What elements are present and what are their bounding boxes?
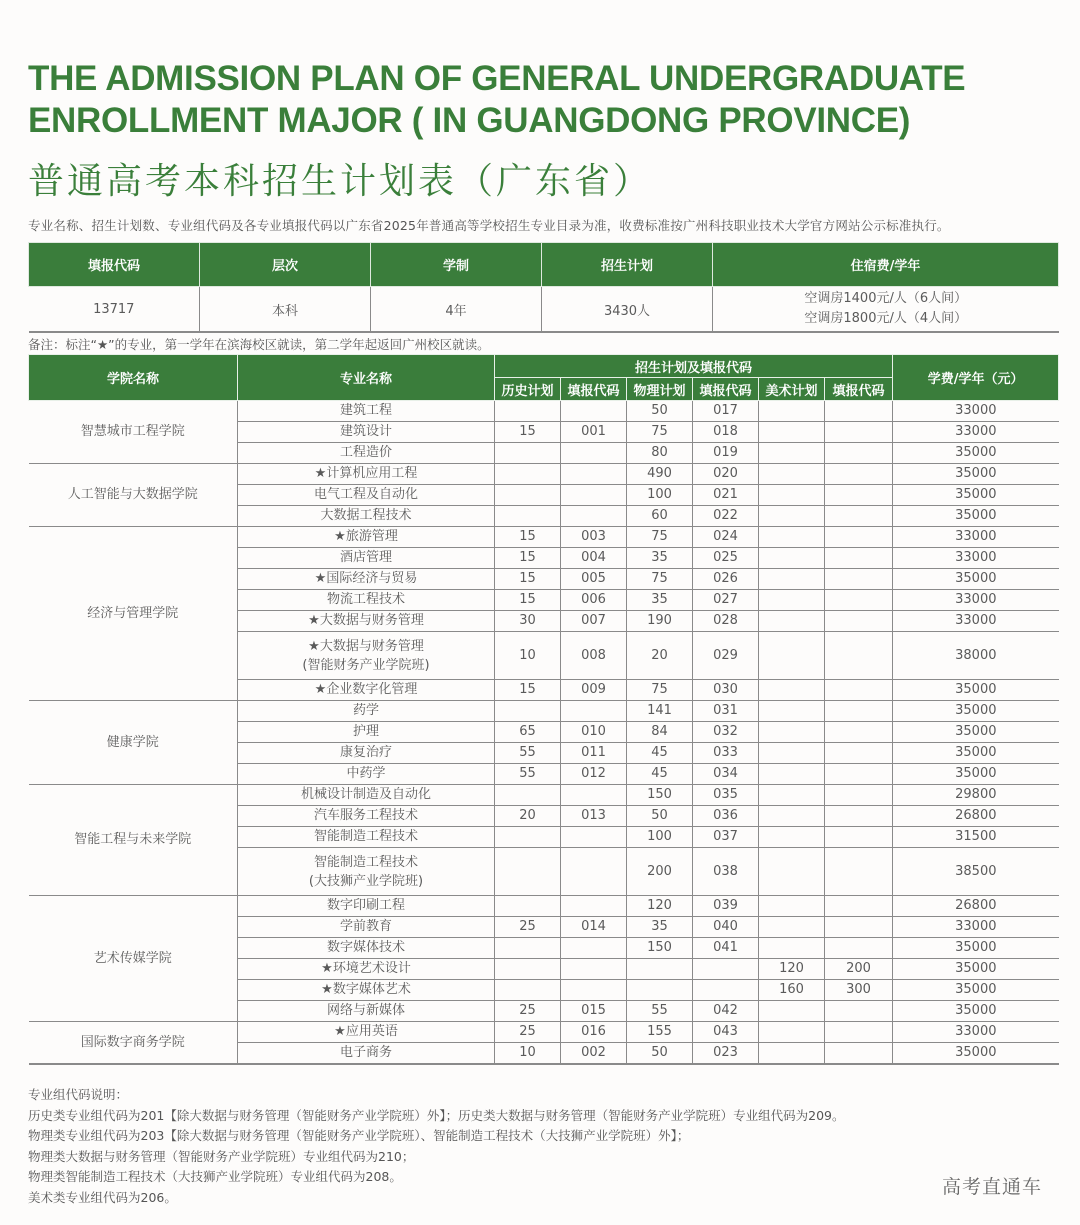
- physics-plan: 50: [627, 1043, 693, 1065]
- art-plan: 160: [759, 980, 825, 1001]
- physics-code: 022: [693, 506, 759, 527]
- table-row: [29, 701, 1059, 722]
- tuition-fee: 35000: [893, 959, 1059, 980]
- art-code: [825, 722, 893, 743]
- summary-code: 13717: [29, 287, 200, 333]
- history-code: [561, 701, 627, 722]
- art-code: [825, 938, 893, 959]
- physics-code: 020: [693, 464, 759, 485]
- tuition-fee: 26800: [893, 896, 1059, 917]
- history-code: 009: [561, 680, 627, 701]
- physics-code: 031: [693, 701, 759, 722]
- physics-plan: 120: [627, 896, 693, 917]
- art-plan: [759, 548, 825, 569]
- history-plan: 15: [495, 680, 561, 701]
- physics-code: 037: [693, 827, 759, 848]
- physics-plan: 75: [627, 569, 693, 590]
- header-art-code: 填报代码: [825, 378, 893, 401]
- summary-header-dorm: 住宿费/学年: [713, 243, 1059, 287]
- history-code: 005: [561, 569, 627, 590]
- art-plan: [759, 1022, 825, 1043]
- art-code: 300: [825, 980, 893, 1001]
- history-code: [561, 980, 627, 1001]
- art-plan: [759, 743, 825, 764]
- dorm-fee-6: 空调房1400元/人（6人间）: [804, 291, 968, 306]
- physics-code: 027: [693, 590, 759, 611]
- art-code: [825, 1043, 893, 1065]
- physics-code: 028: [693, 611, 759, 632]
- history-code: [561, 959, 627, 980]
- major-name-line-1: 智能制造工程技术: [313, 854, 418, 870]
- physics-plan: 75: [627, 422, 693, 443]
- art-code: [825, 764, 893, 785]
- tuition-fee: 35000: [893, 443, 1059, 464]
- major-name: ★旅游管理: [238, 527, 495, 548]
- art-code: [825, 806, 893, 827]
- major-name: ★大数据与财务管理: [238, 611, 495, 632]
- major-name: 建筑工程: [238, 401, 495, 422]
- history-plan: [495, 827, 561, 848]
- major-name: ★计算机应用工程: [238, 464, 495, 485]
- header-college: 学院名称: [29, 355, 238, 401]
- art-plan: [759, 1043, 825, 1065]
- summary-duration: 4年: [371, 287, 542, 333]
- history-code: [561, 443, 627, 464]
- art-plan: [759, 848, 825, 896]
- history-code: 004: [561, 548, 627, 569]
- major-name: 数字印刷工程: [238, 896, 495, 917]
- physics-plan: 35: [627, 548, 693, 569]
- history-plan: 15: [495, 527, 561, 548]
- physics-plan: 35: [627, 917, 693, 938]
- history-code: 001: [561, 422, 627, 443]
- major-name: 建筑设计: [238, 422, 495, 443]
- art-plan: [759, 569, 825, 590]
- physics-plan: 45: [627, 743, 693, 764]
- history-code: [561, 485, 627, 506]
- art-code: 200: [825, 959, 893, 980]
- tuition-fee: 38000: [893, 632, 1059, 680]
- art-plan: [759, 506, 825, 527]
- art-plan: [759, 443, 825, 464]
- physics-plan: 100: [627, 485, 693, 506]
- art-code: [825, 569, 893, 590]
- art-plan: [759, 896, 825, 917]
- major-name: 电气工程及自动化: [238, 485, 495, 506]
- history-plan: [495, 701, 561, 722]
- tuition-fee: 33000: [893, 611, 1059, 632]
- major-name: 机械设计制造及自动化: [238, 785, 495, 806]
- physics-plan: 50: [627, 806, 693, 827]
- history-code: [561, 896, 627, 917]
- table-row: [29, 527, 1059, 548]
- art-plan: [759, 422, 825, 443]
- tuition-fee: 35000: [893, 764, 1059, 785]
- college-name: 国际数字商务学院: [29, 1022, 238, 1065]
- history-plan: [495, 959, 561, 980]
- tuition-fee: 35000: [893, 701, 1059, 722]
- art-code: [825, 848, 893, 896]
- art-code: [825, 590, 893, 611]
- history-code: [561, 938, 627, 959]
- physics-plan: 20: [627, 632, 693, 680]
- physics-plan: 35: [627, 590, 693, 611]
- physics-code: [693, 959, 759, 980]
- major-name: 工程造价: [238, 443, 495, 464]
- history-code: 006: [561, 590, 627, 611]
- header-art-plan: 美术计划: [759, 378, 825, 401]
- art-plan: [759, 590, 825, 611]
- art-plan: [759, 1001, 825, 1022]
- tuition-fee: 35000: [893, 980, 1059, 1001]
- major-name: 电子商务: [238, 1043, 495, 1065]
- dorm-fee-4: 空调房1800元/人（4人间）: [804, 311, 968, 326]
- physics-code: 026: [693, 569, 759, 590]
- major-name: 学前教育: [238, 917, 495, 938]
- physics-code: 030: [693, 680, 759, 701]
- major-name: 智能制造工程技术: [238, 827, 495, 848]
- physics-plan: 155: [627, 1022, 693, 1043]
- art-code: [825, 632, 893, 680]
- physics-plan: 100: [627, 827, 693, 848]
- tuition-fee: 33000: [893, 1022, 1059, 1043]
- art-plan: [759, 806, 825, 827]
- major-name: ★企业数字化管理: [238, 680, 495, 701]
- art-plan: [759, 764, 825, 785]
- college-name: 经济与管理学院: [29, 527, 238, 701]
- note-text: 备注：标注“★”的专业，第一学年在滨海校区就读，第二学年起返回广州校区就读。: [28, 337, 490, 352]
- english-title-line-1: THE ADMISSION PLAN OF GENERAL UNDERGRADUATE: [28, 59, 966, 98]
- tuition-fee: 33000: [893, 548, 1059, 569]
- tuition-fee: 35000: [893, 680, 1059, 701]
- tuition-fee: 33000: [893, 422, 1059, 443]
- physics-code: 042: [693, 1001, 759, 1022]
- major-name: [238, 848, 495, 896]
- history-code: 013: [561, 806, 627, 827]
- chinese-title: 普通高考本科招生计划表（广东省）: [28, 161, 653, 202]
- physics-plan: 150: [627, 785, 693, 806]
- tuition-fee: 31500: [893, 827, 1059, 848]
- college-name: 智能工程与未来学院: [29, 785, 238, 896]
- history-plan: 20: [495, 806, 561, 827]
- history-plan: 15: [495, 590, 561, 611]
- physics-code: 043: [693, 1022, 759, 1043]
- physics-code: 040: [693, 917, 759, 938]
- physics-code: 036: [693, 806, 759, 827]
- history-code: 016: [561, 1022, 627, 1043]
- major-name: 汽车服务工程技术: [238, 806, 495, 827]
- history-plan: 30: [495, 611, 561, 632]
- tuition-fee: 33000: [893, 590, 1059, 611]
- physics-code: 025: [693, 548, 759, 569]
- history-plan: [495, 848, 561, 896]
- history-plan: [495, 443, 561, 464]
- history-plan: [495, 506, 561, 527]
- english-title: [28, 58, 1028, 142]
- header-fee: 学费/学年（元）: [893, 355, 1059, 401]
- tuition-fee: 29800: [893, 785, 1059, 806]
- footnote-physics-manufacturing: 物理类智能制造工程技术（大技狮产业学院班）专业组代码为208。: [28, 1169, 402, 1184]
- college-name: 智慧城市工程学院: [29, 401, 238, 464]
- college-name: 艺术传媒学院: [29, 896, 238, 1022]
- physics-plan: 200: [627, 848, 693, 896]
- header-history-code: 填报代码: [561, 378, 627, 401]
- summary-table: [28, 242, 1059, 333]
- physics-code: 039: [693, 896, 759, 917]
- physics-plan: [627, 980, 693, 1001]
- art-code: [825, 527, 893, 548]
- history-plan: [495, 980, 561, 1001]
- history-code: 007: [561, 611, 627, 632]
- art-plan: [759, 785, 825, 806]
- art-code: [825, 485, 893, 506]
- history-plan: 25: [495, 917, 561, 938]
- major-name: 中药学: [238, 764, 495, 785]
- art-code: [825, 506, 893, 527]
- history-plan: 25: [495, 1022, 561, 1043]
- footnote-physics-finance: 物理类大数据与财务管理（智能财务产业学院班）专业组代码为210；: [28, 1148, 415, 1164]
- history-code: [561, 848, 627, 896]
- physics-plan: 141: [627, 701, 693, 722]
- art-code: [825, 443, 893, 464]
- history-plan: 15: [495, 548, 561, 569]
- history-code: 010: [561, 722, 627, 743]
- intro-text: 专业名称、招生计划数、专业组代码及各专业填报代码以广东省2025年普通高等学校招生专业目录为准，收费标准按广州科技职业技术大学官方网站公示标准执行。: [28, 218, 950, 233]
- header-plan-group: 招生计划及填报代码: [495, 355, 893, 378]
- major-name-line-1: ★大数据与财务管理: [308, 638, 424, 654]
- art-code: [825, 701, 893, 722]
- history-code: 008: [561, 632, 627, 680]
- physics-code: 041: [693, 938, 759, 959]
- history-code: 002: [561, 1043, 627, 1065]
- physics-code: 021: [693, 485, 759, 506]
- history-plan: [495, 785, 561, 806]
- tuition-fee: 38500: [893, 848, 1059, 896]
- college-name: 人工智能与大数据学院: [29, 464, 238, 527]
- art-code: [825, 401, 893, 422]
- art-code: [825, 827, 893, 848]
- art-plan: [759, 938, 825, 959]
- physics-plan: 50: [627, 401, 693, 422]
- college-name: 健康学院: [29, 701, 238, 785]
- history-code: 015: [561, 1001, 627, 1022]
- tuition-fee: 33000: [893, 401, 1059, 422]
- header-physics-plan: 物理计划: [627, 378, 693, 401]
- history-plan: [495, 896, 561, 917]
- art-code: [825, 680, 893, 701]
- art-code: [825, 1022, 893, 1043]
- major-name: [238, 632, 495, 680]
- art-plan: [759, 527, 825, 548]
- art-plan: [759, 401, 825, 422]
- major-name: 护理: [238, 722, 495, 743]
- footnote-art: 美术类专业组代码为206。: [28, 1189, 177, 1205]
- history-plan: 55: [495, 764, 561, 785]
- tuition-fee: 35000: [893, 506, 1059, 527]
- tuition-fee: 35000: [893, 1043, 1059, 1065]
- major-name: 酒店管理: [238, 548, 495, 569]
- header-history-plan: 历史计划: [495, 378, 561, 401]
- major-name: 大数据工程技术: [238, 506, 495, 527]
- summary-header-level: 层次: [200, 243, 371, 287]
- physics-code: 032: [693, 722, 759, 743]
- art-code: [825, 1001, 893, 1022]
- history-plan: 65: [495, 722, 561, 743]
- art-code: [825, 785, 893, 806]
- art-plan: [759, 485, 825, 506]
- physics-plan: 190: [627, 611, 693, 632]
- physics-code: 033: [693, 743, 759, 764]
- physics-plan: 80: [627, 443, 693, 464]
- physics-code: 017: [693, 401, 759, 422]
- physics-plan: 60: [627, 506, 693, 527]
- art-plan: [759, 680, 825, 701]
- major-name: ★国际经济与贸易: [238, 569, 495, 590]
- major-name: 物流工程技术: [238, 590, 495, 611]
- tuition-fee: 35000: [893, 485, 1059, 506]
- major-name: 数字媒体技术: [238, 938, 495, 959]
- art-code: [825, 896, 893, 917]
- physics-code: 019: [693, 443, 759, 464]
- history-plan: 25: [495, 1001, 561, 1022]
- major-name-line-2: (大技狮产业学院班): [308, 873, 424, 889]
- summary-header-duration: 学制: [371, 243, 542, 287]
- tuition-fee: 35000: [893, 722, 1059, 743]
- art-code: [825, 464, 893, 485]
- art-code: [825, 743, 893, 764]
- physics-plan: 55: [627, 1001, 693, 1022]
- tuition-fee: 35000: [893, 1001, 1059, 1022]
- header-major: 专业名称: [238, 355, 495, 401]
- art-code: [825, 422, 893, 443]
- history-plan: 10: [495, 632, 561, 680]
- footnote-history: 历史类专业组代码为201【除大数据与财务管理（智能财务产业学院班）外】；历史类大数据与财务管理（智能财务产业学院班）专业组代码为209。: [28, 1107, 845, 1123]
- physics-plan: 84: [627, 722, 693, 743]
- history-plan: [495, 464, 561, 485]
- header-physics-code: 填报代码: [693, 378, 759, 401]
- major-name: 康复治疗: [238, 743, 495, 764]
- major-name: ★数字媒体艺术: [238, 980, 495, 1001]
- history-code: 011: [561, 743, 627, 764]
- footnotes: [28, 1085, 844, 1208]
- physics-code: 018: [693, 422, 759, 443]
- history-plan: 55: [495, 743, 561, 764]
- table-row: [29, 1022, 1059, 1043]
- table-row: [29, 401, 1059, 422]
- art-plan: [759, 464, 825, 485]
- major-name: ★应用英语: [238, 1022, 495, 1043]
- major-name-line-2: (智能财务产业学院班): [302, 657, 430, 673]
- footnote-title: 专业组代码说明：: [28, 1087, 129, 1102]
- physics-plan: 45: [627, 764, 693, 785]
- table-row: [29, 464, 1059, 485]
- major-name: 网络与新媒体: [238, 1001, 495, 1022]
- summary-header-plan: 招生计划: [542, 243, 713, 287]
- physics-code: 029: [693, 632, 759, 680]
- art-code: [825, 548, 893, 569]
- major-name: 药学: [238, 701, 495, 722]
- tuition-fee: 33000: [893, 527, 1059, 548]
- majors-table: [28, 354, 1059, 1065]
- table-row: [29, 785, 1059, 806]
- history-plan: 10: [495, 1043, 561, 1065]
- tuition-fee: 35000: [893, 938, 1059, 959]
- physics-plan: [627, 959, 693, 980]
- art-plan: [759, 611, 825, 632]
- tuition-fee: 35000: [893, 464, 1059, 485]
- physics-code: 023: [693, 1043, 759, 1065]
- history-plan: 15: [495, 569, 561, 590]
- major-name: ★环境艺术设计: [238, 959, 495, 980]
- art-plan: [759, 701, 825, 722]
- history-code: [561, 827, 627, 848]
- history-code: [561, 785, 627, 806]
- history-plan: [495, 938, 561, 959]
- majors-table-body: [29, 401, 1059, 1065]
- art-plan: [759, 917, 825, 938]
- summary-dorm: [713, 287, 1059, 333]
- history-code: [561, 401, 627, 422]
- physics-code: 038: [693, 848, 759, 896]
- history-code: [561, 506, 627, 527]
- history-code: 003: [561, 527, 627, 548]
- art-plan: [759, 722, 825, 743]
- table-row: [29, 896, 1059, 917]
- physics-plan: 490: [627, 464, 693, 485]
- summary-header-code: 填报代码: [29, 243, 200, 287]
- summary-level: 本科: [200, 287, 371, 333]
- tuition-fee: 35000: [893, 569, 1059, 590]
- art-plan: 120: [759, 959, 825, 980]
- physics-code: 024: [693, 527, 759, 548]
- physics-plan: 75: [627, 680, 693, 701]
- tuition-fee: 26800: [893, 806, 1059, 827]
- history-code: 012: [561, 764, 627, 785]
- history-code: [561, 464, 627, 485]
- footnote-physics: 物理类专业组代码为203【除大数据与财务管理（智能财务产业学院班）、智能制造工程技术（大技狮产业学院班）外】；: [28, 1128, 690, 1143]
- summary-plan: 3430人: [542, 287, 713, 333]
- physics-code: 035: [693, 785, 759, 806]
- physics-plan: 150: [627, 938, 693, 959]
- art-code: [825, 917, 893, 938]
- physics-code: 034: [693, 764, 759, 785]
- physics-plan: 75: [627, 527, 693, 548]
- physics-code: [693, 980, 759, 1001]
- art-plan: [759, 632, 825, 680]
- history-plan: [495, 485, 561, 506]
- watermark: 高考直通车: [942, 1176, 1043, 1198]
- tuition-fee: 35000: [893, 743, 1059, 764]
- art-code: [825, 611, 893, 632]
- history-plan: 15: [495, 422, 561, 443]
- english-title-line-2: ENROLLMENT MAJOR ( IN GUANGDONG PROVINCE): [28, 101, 911, 140]
- tuition-fee: 33000: [893, 917, 1059, 938]
- art-plan: [759, 827, 825, 848]
- history-code: 014: [561, 917, 627, 938]
- history-plan: [495, 401, 561, 422]
